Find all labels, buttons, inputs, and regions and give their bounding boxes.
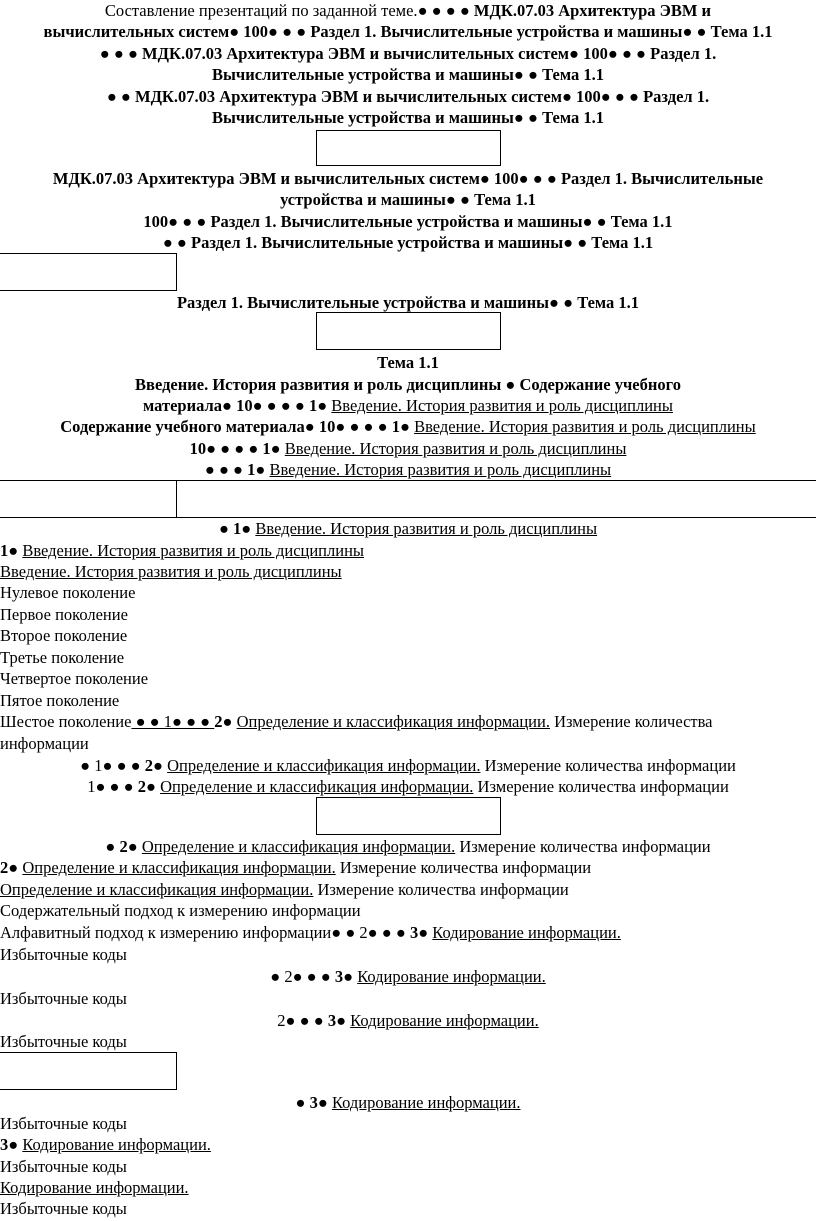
content-approach: Содержательный подход к измерению информации	[0, 901, 361, 920]
intro-link[interactable]: Введение. История развития и роль дисциплины	[22, 541, 364, 560]
intro-line-5: ● ● ● 1● Введение. История развития и роль дисциплины	[204, 460, 612, 479]
intro-line-7: 1● Введение. История развития и роль дисциплины	[0, 541, 364, 560]
intro-link[interactable]: Введение. История развития и роль дисциплины	[255, 519, 598, 538]
generation-4: Четвертое поколение	[0, 669, 149, 688]
header-line-8: устройства и машины● ● Тема 1.1	[280, 190, 536, 209]
redundant-codes: Избыточные коды	[0, 989, 127, 1008]
redundant-codes: Избыточные коды	[0, 945, 127, 964]
coding-line-5	[0, 1177, 189, 1199]
header-line-5: ● ● МДК.07.03 Архитектура ЭВМ и вычислительных систем● 100● ● ● Раздел 1.	[106, 87, 710, 106]
empty-cell	[316, 797, 501, 835]
coding-line-3: ● 3● Кодирование информации.	[295, 1093, 521, 1112]
info-link[interactable]: Определение и классификация информации.	[167, 756, 481, 775]
coding-link[interactable]: Кодирование информации.	[331, 1093, 521, 1112]
intro-link[interactable]: Введение. История развития и роль дисциплины	[269, 460, 612, 479]
coding-link[interactable]: Кодирование информации.	[432, 923, 621, 942]
intro-line-8	[0, 561, 342, 583]
generation-6-line: Шестое поколение ● ● 1● ● ● 2● Определение и классификация информации. Измерение количества	[0, 712, 713, 731]
empty-cell	[0, 1052, 177, 1090]
intro-line-1: Введение. История развития и роль дисциплины ● Содержание учебного	[135, 375, 681, 394]
info-link[interactable]: Определение и классификация информации.	[160, 777, 474, 796]
empty-cell	[316, 130, 501, 166]
generation-6-wrap: информации	[0, 734, 89, 753]
table-top-border	[0, 480, 816, 481]
coding-line-4: 3● Кодирование информации.	[0, 1135, 211, 1154]
coding-link[interactable]: Кодирование информации.	[357, 967, 546, 986]
header-line-7: МДК.07.03 Архитектура ЭВМ и вычислительных систем● 100● ● ● Раздел 1. Вычислительные	[52, 169, 764, 188]
empty-cell	[0, 253, 177, 291]
header-line-9: 100● ● ● Раздел 1. Вычислительные устройства и машины● ● Тема 1.1	[143, 212, 673, 231]
info-link[interactable]: Определение и классификация информации.	[141, 837, 456, 856]
header-line-1	[0, 0, 816, 22]
intro-line-2: материала● 10● ● ● ● 1● Введение. История развития и роль дисциплины	[143, 396, 673, 415]
intro-link[interactable]: Введение. История развития и роль дисциплины	[331, 396, 673, 415]
table-col-border	[176, 480, 177, 517]
alphabet-approach: Алфавитный подход к измерению информации	[0, 923, 332, 942]
intro-line-4: 10● ● ● ● 1● Введение. История развития и роль дисциплины	[189, 439, 627, 458]
coding-link[interactable]: Кодирование информации.	[22, 1135, 211, 1154]
header-line-2: вычислительных систем● 100● ● ● Раздел 1. Вычислительные устройства и машины● ● Тема 1.1	[43, 22, 773, 41]
task-title: Составление презентаций по заданной теме.	[104, 1, 418, 20]
info-line-1: ● 1● ● ● 2● Определение и классификация информации. Измерение количества информации	[80, 756, 736, 775]
redundant-codes: Избыточные коды	[0, 1199, 127, 1218]
redundant-codes: Избыточные коды	[0, 1114, 127, 1133]
intro-link[interactable]: Введение. История развития и роль дисциплины	[0, 562, 342, 581]
intro-link[interactable]: Введение. История развития и роль дисциплины	[284, 439, 627, 458]
intro-line-3: Содержание учебного материала● 10● ● ● ● 1● Введение. История развития и роль дисциплины	[60, 417, 756, 436]
redundant-codes: Избыточные коды	[0, 1032, 127, 1051]
generation-5: Пятое поколение	[0, 691, 120, 710]
header-line-11: Раздел 1. Вычислительные устройства и машины● ● Тема 1.1	[176, 293, 640, 312]
header-line-3: ● ● ● МДК.07.03 Архитектура ЭВМ и вычислительных систем● 100● ● ● Раздел 1.	[99, 44, 717, 63]
generation-0: Нулевое поколение	[0, 583, 136, 602]
info-line-4: 2● Определение и классификация информации. Измерение количества информации	[0, 858, 592, 877]
generation-1: Первое поколение	[0, 605, 128, 624]
info-line-2: 1● ● ● 2● Определение и классификация информации. Измерение количества информации	[87, 777, 729, 796]
intro-link[interactable]: Введение. История развития и роль дисциплины	[414, 417, 756, 436]
header-line-4: Вычислительные устройства и машины● ● Тема 1.1	[212, 65, 604, 84]
info-link[interactable]: Определение и классификация информации.	[22, 858, 336, 877]
info-link[interactable]: Определение и классификация информации.	[236, 712, 550, 731]
info-line-5: Определение и классификация информации. Измерение количества информации	[0, 880, 569, 899]
info-line-3: ● 2● Определение и классификация информации. Измерение количества информации	[105, 837, 711, 856]
topic-title: Тема 1.1	[377, 353, 439, 372]
header-line-6: Вычислительные устройства и машины● ● Тема 1.1	[212, 108, 604, 127]
course-title-bold: ● ● ● ● МДК.07.03 Архитектура ЭВМ и	[417, 1, 712, 20]
intro-line-6: ● 1● Введение. История развития и роль дисциплины	[218, 519, 598, 538]
coding-line-2: 2● ● ● 3● Кодирование информации.	[277, 1011, 539, 1030]
generation-2: Второе поколение	[0, 626, 128, 645]
header-line-10: ● ● Раздел 1. Вычислительные устройства и машины● ● Тема 1.1	[162, 233, 654, 252]
redundant-codes: Избыточные коды	[0, 1157, 127, 1176]
coding-link[interactable]: Кодирование информации.	[0, 1178, 189, 1197]
info-link[interactable]: Определение и классификация информации.	[0, 880, 314, 899]
generation-3: Третье поколение	[0, 648, 125, 667]
empty-cell	[316, 312, 501, 350]
coding-link[interactable]: Кодирование информации.	[350, 1011, 539, 1030]
alphabet-approach-line: Алфавитный подход к измерению информации● ● 2● ● ● 3● Кодирование информации.	[0, 923, 621, 942]
coding-line-1: ● 2● ● ● 3● Кодирование информации.	[270, 967, 546, 986]
generation-6: Шестое поколение	[0, 712, 132, 731]
